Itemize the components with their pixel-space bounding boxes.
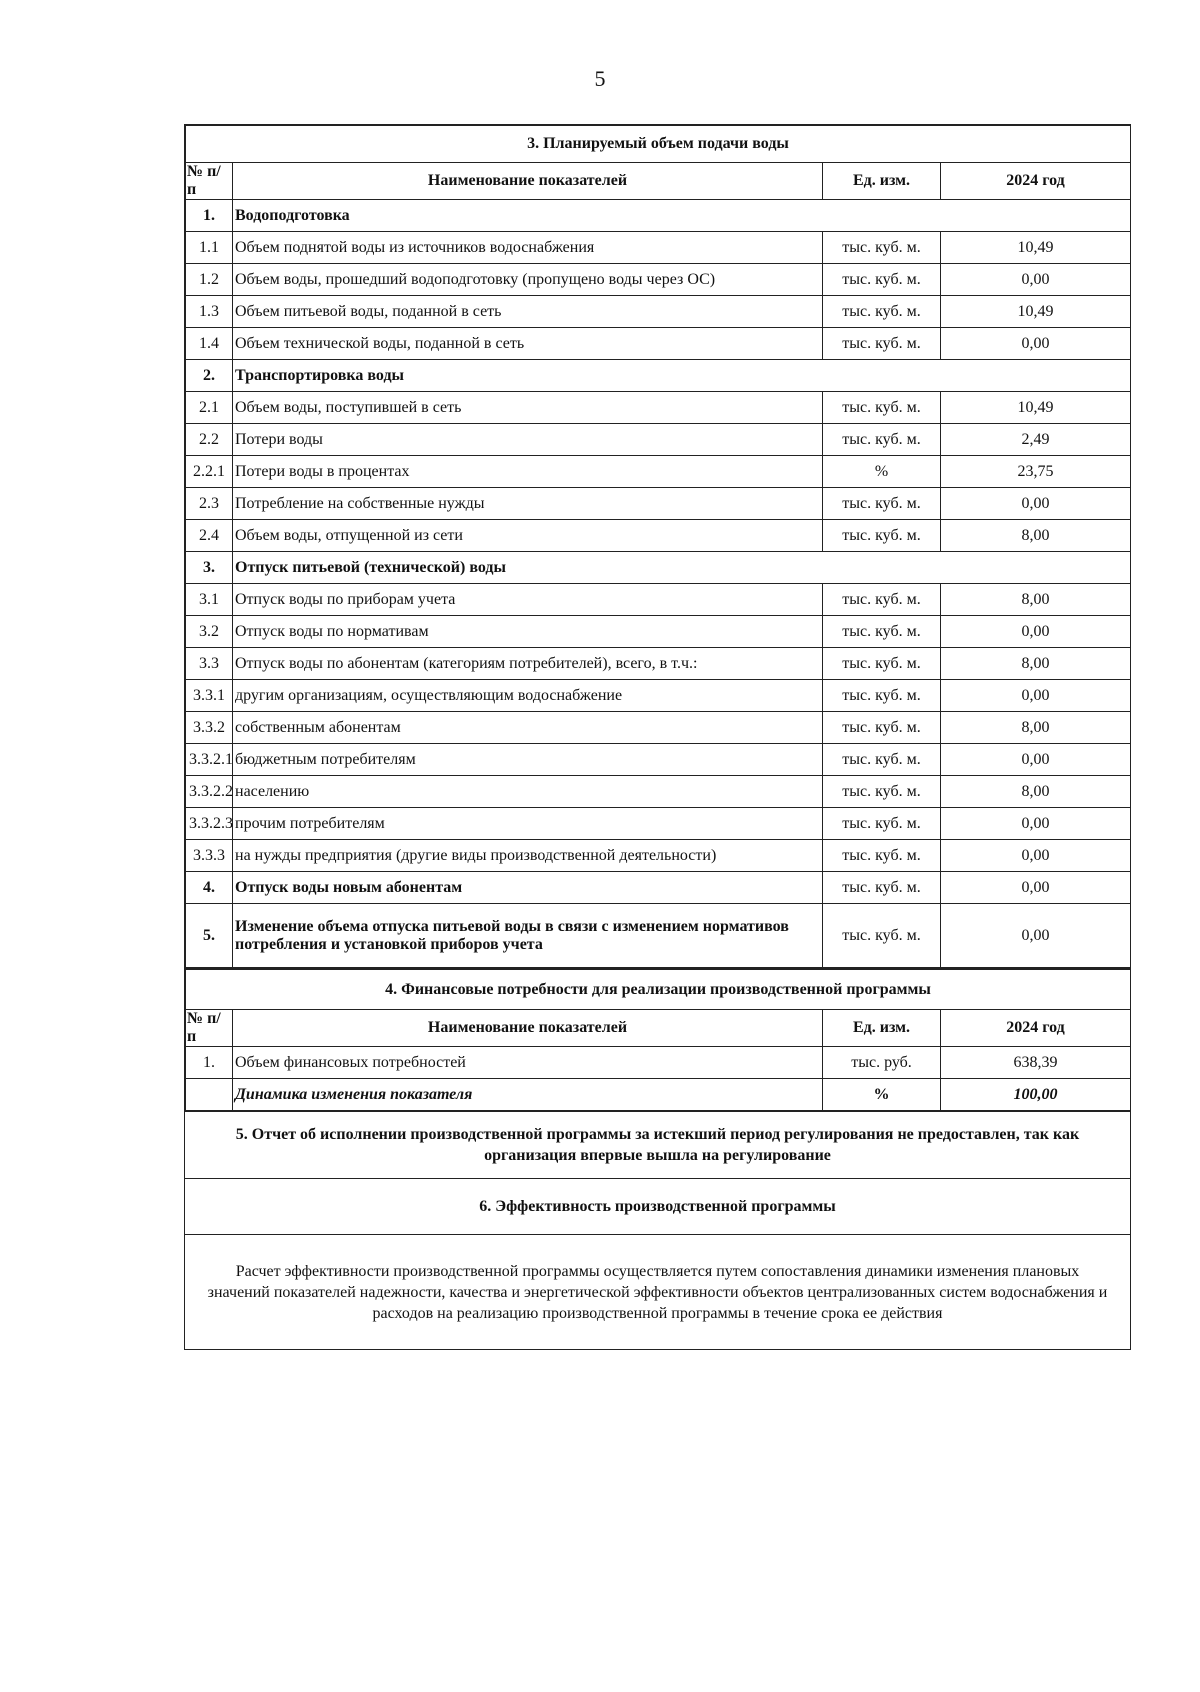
header-year: 2024 год: [941, 163, 1131, 200]
table-row: [186, 392, 1131, 424]
table-row: [186, 360, 1131, 392]
indicator-name: Отпуск воды новым абонентам: [233, 872, 823, 904]
value-cell: 0,00: [941, 488, 1131, 520]
indicator-name: населению: [233, 776, 823, 808]
indicator-name: Объем воды, прошедший водоподготовку (пропущено воды через ОС): [233, 264, 823, 296]
page-number: 5: [594, 66, 606, 91]
financial-needs-table: [185, 969, 1131, 1111]
row-number: 3.3: [186, 648, 233, 680]
row-number: 3.2: [186, 616, 233, 648]
value-cell: 100,00: [941, 1079, 1131, 1111]
row-number: 4.: [186, 872, 233, 904]
unit-cell: тыс. куб. м.: [823, 776, 941, 808]
table-row: [186, 904, 1131, 968]
unit-cell: тыс. куб. м.: [823, 616, 941, 648]
header-year: 2024 год: [941, 1010, 1131, 1047]
indicator-name: на нужды предприятия (другие виды производственной деятельности): [233, 840, 823, 872]
unit-cell: тыс. куб. м.: [823, 264, 941, 296]
unit-cell: тыс. куб. м.: [823, 648, 941, 680]
indicator-name: Потери воды: [233, 424, 823, 456]
table-row: [186, 1047, 1131, 1079]
table-row: [186, 744, 1131, 776]
table-row: [186, 232, 1131, 264]
row-number: 1.3: [186, 296, 233, 328]
value-cell: 10,49: [941, 232, 1131, 264]
unit-cell: тыс. куб. м.: [823, 296, 941, 328]
table-row: [186, 424, 1131, 456]
row-number: 1.4: [186, 328, 233, 360]
header-unit: Ед. изм.: [823, 1010, 941, 1047]
table-row: [186, 552, 1131, 584]
value-cell: 0,00: [941, 840, 1131, 872]
row-number: 3.3.2: [186, 712, 233, 744]
indicator-name: Объем технической воды, поданной в сеть: [233, 328, 823, 360]
table-row: [186, 712, 1131, 744]
row-number: 3.3.3: [186, 840, 233, 872]
value-cell: 8,00: [941, 712, 1131, 744]
unit-cell: тыс. куб. м.: [823, 808, 941, 840]
indicator-name: Отпуск воды по абонентам (категориям потребителей), всего, в т.ч.:: [233, 648, 823, 680]
row-number: 2.2.1: [186, 456, 233, 488]
section5-report-notice: 5. Отчет об исполнении производственной программы за истекший период регулирования не предоставлен, так как организация впервые вышла на регулирование: [185, 1111, 1130, 1178]
value-cell: 0,00: [941, 904, 1131, 968]
indicator-name: Потребление на собственные нужды: [233, 488, 823, 520]
header-num: № п/п: [186, 163, 233, 200]
row-number: 1.: [186, 200, 233, 232]
section3-title-row: [186, 126, 1131, 163]
group-name: Транспортировка воды: [233, 360, 1131, 392]
value-cell: 23,75: [941, 456, 1131, 488]
value-cell: 0,00: [941, 872, 1131, 904]
indicator-name: Отпуск воды по нормативам: [233, 616, 823, 648]
table-row: [186, 264, 1131, 296]
row-number: 1.1: [186, 232, 233, 264]
table-row: [186, 584, 1131, 616]
table-row: [186, 776, 1131, 808]
group-name: Отпуск питьевой (технической) воды: [233, 552, 1131, 584]
indicator-name: Потери воды в процентах: [233, 456, 823, 488]
unit-cell: тыс. куб. м.: [823, 904, 941, 968]
unit-cell: тыс. куб. м.: [823, 392, 941, 424]
row-number: [186, 1079, 233, 1111]
indicator-name: собственным абонентам: [233, 712, 823, 744]
unit-cell: тыс. куб. м.: [823, 232, 941, 264]
unit-cell: тыс. куб. м.: [823, 424, 941, 456]
value-cell: 2,49: [941, 424, 1131, 456]
indicator-name: Отпуск воды по приборам учета: [233, 584, 823, 616]
value-cell: 0,00: [941, 264, 1131, 296]
value-cell: 8,00: [941, 520, 1131, 552]
header-num: № п/п: [186, 1010, 233, 1047]
indicator-name: Объем воды, поступившей в сеть: [233, 392, 823, 424]
unit-cell: тыс. куб. м.: [823, 520, 941, 552]
value-cell: 0,00: [941, 744, 1131, 776]
row-number: 2.3: [186, 488, 233, 520]
value-cell: 0,00: [941, 808, 1131, 840]
row-number: 5.: [186, 904, 233, 968]
row-number: 3.3.2.1: [186, 744, 233, 776]
header-name: Наименование показателей: [233, 163, 823, 200]
indicator-name: Объем питьевой воды, поданной в сеть: [233, 296, 823, 328]
row-number: 2.4: [186, 520, 233, 552]
section3-title: 3. Планируемый объем подачи воды: [186, 126, 1131, 163]
production-program-document: [184, 124, 1131, 1350]
indicator-name: другим организациям, осуществляющим водоснабжение: [233, 680, 823, 712]
table-row: [186, 456, 1131, 488]
unit-cell: %: [823, 456, 941, 488]
table-row: [186, 328, 1131, 360]
row-number: 3.3.2.2: [186, 776, 233, 808]
value-cell: 8,00: [941, 648, 1131, 680]
section6-text: Расчет эффективности производственной программы осуществляется путем сопоставления динамики изменения плановых значений показателей надежности, качества и энергетической эффективности объектов централизованных систем водоснабжения и расходов на реализацию производственной программы в течение срока ее действия: [185, 1234, 1130, 1349]
row-number: 3.1: [186, 584, 233, 616]
row-number: 2.: [186, 360, 233, 392]
indicator-name: Динамика изменения показателя: [233, 1079, 823, 1111]
unit-cell: тыс. руб.: [823, 1047, 941, 1079]
value-cell: 0,00: [941, 680, 1131, 712]
section6-title: 6. Эффективность производственной программы: [185, 1178, 1130, 1234]
table-row: [186, 872, 1131, 904]
group-name: Водоподготовка: [233, 200, 1131, 232]
table-row: [186, 616, 1131, 648]
section4-title-row: [186, 970, 1131, 1010]
table-row: [186, 1079, 1131, 1111]
unit-cell: тыс. куб. м.: [823, 488, 941, 520]
value-cell: 8,00: [941, 584, 1131, 616]
table-row: [186, 648, 1131, 680]
unit-cell: тыс. куб. м.: [823, 584, 941, 616]
table-row: [186, 296, 1131, 328]
indicator-name: Объем финансовых потребностей: [233, 1047, 823, 1079]
value-cell: 10,49: [941, 392, 1131, 424]
water-supply-table: [185, 125, 1131, 968]
row-number: 2.1: [186, 392, 233, 424]
value-cell: 638,39: [941, 1047, 1131, 1079]
unit-cell: тыс. куб. м.: [823, 872, 941, 904]
row-number: 2.2: [186, 424, 233, 456]
row-number: 1.: [186, 1047, 233, 1079]
section4-header-row: [186, 1010, 1131, 1047]
value-cell: 10,49: [941, 296, 1131, 328]
section3-header-row: [186, 163, 1131, 200]
unit-cell: тыс. куб. м.: [823, 744, 941, 776]
indicator-name: Изменение объема отпуска питьевой воды в связи с изменением нормативов потребления и установкой приборов учета: [233, 904, 823, 968]
unit-cell: тыс. куб. м.: [823, 840, 941, 872]
unit-cell: тыс. куб. м.: [823, 328, 941, 360]
unit-cell: %: [823, 1079, 941, 1111]
row-number: 1.2: [186, 264, 233, 296]
table-row: [186, 520, 1131, 552]
header-unit: Ед. изм.: [823, 163, 941, 200]
unit-cell: тыс. куб. м.: [823, 712, 941, 744]
section4-title: 4. Финансовые потребности для реализации производственной программы: [186, 970, 1131, 1010]
table-row: [186, 808, 1131, 840]
indicator-name: Объем поднятой воды из источников водоснабжения: [233, 232, 823, 264]
indicator-name: прочим потребителям: [233, 808, 823, 840]
row-number: 3.3.1: [186, 680, 233, 712]
table-row: [186, 200, 1131, 232]
table-row: [186, 488, 1131, 520]
table-row: [186, 840, 1131, 872]
indicator-name: Объем воды, отпущенной из сети: [233, 520, 823, 552]
value-cell: 0,00: [941, 616, 1131, 648]
row-number: 3.: [186, 552, 233, 584]
value-cell: 8,00: [941, 776, 1131, 808]
indicator-name: бюджетным потребителям: [233, 744, 823, 776]
unit-cell: тыс. куб. м.: [823, 680, 941, 712]
value-cell: 0,00: [941, 328, 1131, 360]
table-row: [186, 680, 1131, 712]
row-number: 3.3.2.3: [186, 808, 233, 840]
header-name: Наименование показателей: [233, 1010, 823, 1047]
